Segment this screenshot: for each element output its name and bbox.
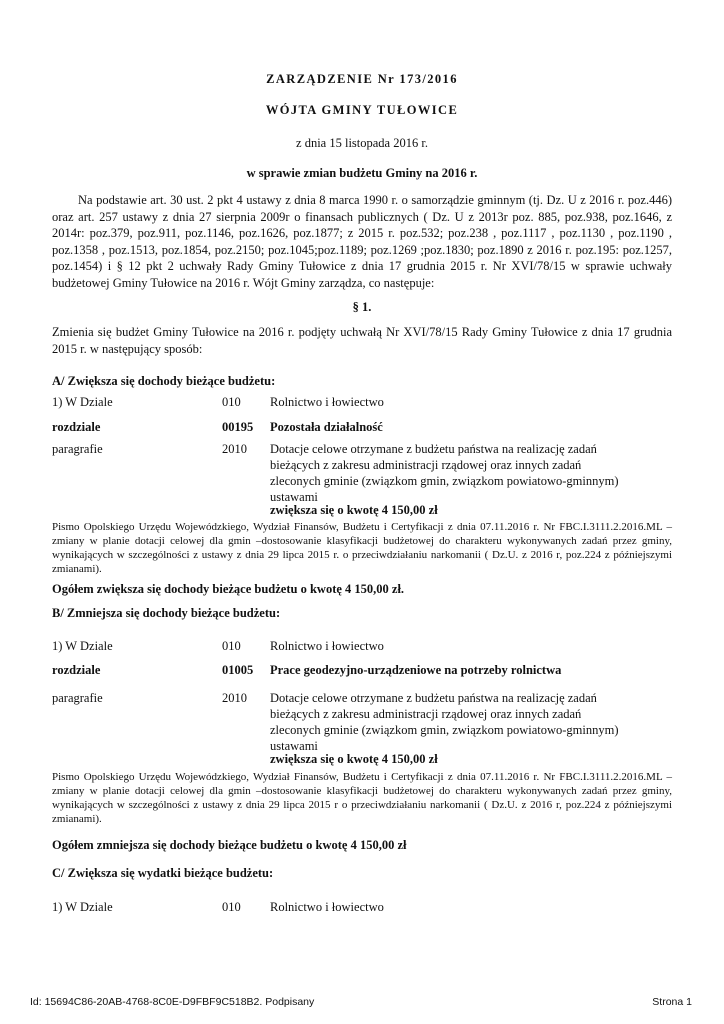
section-c-heading: C/ Zwiększa się wydatki bieżące budżetu: xyxy=(52,866,274,880)
section-sign: § 1. xyxy=(352,300,372,314)
dzial-name: Rolnictwo i łowiectwo xyxy=(270,395,384,409)
rozdzial-code: 01005 xyxy=(222,663,254,677)
section-b-amount: zwiększa się o kwotę 4 150,00 zł xyxy=(270,752,438,766)
dzial-code: 010 xyxy=(222,395,241,409)
footer-document-id: Id: 15694C86-20AB-4768-8C0E-D9FBF9C518B2. Podpisany xyxy=(30,996,315,1008)
rozdzial-label: rozdziale xyxy=(52,420,101,434)
section-b-total: Ogółem zmniejsza się dochody bieżące budżetu o kwotę 4 150,00 zł xyxy=(52,838,407,852)
footer-page-number: Strona 1 xyxy=(652,996,692,1008)
paragraf-code: 2010 xyxy=(222,442,247,456)
section-b-heading: B/ Zmniejsza się dochody bieżące budżetu: xyxy=(52,606,281,620)
paragraf-code: 2010 xyxy=(222,691,247,705)
dzial-label: 1) W Dziale xyxy=(52,900,113,914)
rozdzial-code: 00195 xyxy=(222,420,254,434)
section-a-note: Pismo Opolskiego Urzędu Wojewódzkiego, Wydział Finansów, Budżetu i Certyfikacji z dnia 07.11.2016 r. Nr FBC.I.3111.2.2016.ML – zmiany w planie dotacji celowej dla gmin –dostosowanie klasyfikacji budżetowej do charakteru wykonywanych zadań przez gminy, wynikających w szczególności z ustawy z dnia 29 lipca 2015 r. o przeciwdziałaniu narkomanii ( Dz.U. z 2016 r, poz.224 z późniejszymi zmianami). xyxy=(52,521,672,575)
section-a-total: Ogółem zwiększa się dochody bieżące budżetu o kwotę 4 150,00 zł. xyxy=(52,582,405,596)
rozdzial-name: Pozostała działalność xyxy=(270,420,383,434)
dzial-code: 010 xyxy=(222,900,241,914)
dzial-code: 010 xyxy=(222,639,241,653)
document-subject: w sprawie zmian budżetu Gminy na 2016 r. xyxy=(246,166,478,180)
section-b-note: Pismo Opolskiego Urzędu Wojewódzkiego, Wydział Finansów, Budżetu i Certyfikacji z dnia 07.11.2016 r. Nr FBC.I.3111.2.2016.ML – zmiany w planie dotacji celowej dla gmin –dostosowanie klasyfikacji budżetowej do charakteru wykonywanych zadań przez gminy, wynikających w szczególności z ustawy z dnia 29 lipca 2015 r o przeciwdziałaniu narkomanii ( Dz.U. z 2016 r, poz.224 z późniejszymi zmianami). xyxy=(52,771,672,825)
paragraf-text: Dotacje celowe otrzymane z budżetu państwa na realizację zadań bieżących z zakresu administracji rządowej oraz innych zadań zleconych gminie (związkom gmin, związkom powiatowo-gminnym) ustawami xyxy=(270,442,619,504)
dzial-name: Rolnictwo i łowiectwo xyxy=(270,900,384,914)
intro-paragraph xyxy=(52,192,672,291)
paragraf-label: paragrafie xyxy=(52,442,103,456)
document-title: ZARZĄDZENIE Nr 173/2016 xyxy=(266,72,458,86)
paragraf-text: Dotacje celowe otrzymane z budżetu państwa na realizację zadań bieżących z zakresu administracji rządowej oraz innych zadań zleconych gminie (związkom gmin, związkom powiatowo-gminnym) ustawami xyxy=(270,691,619,753)
rozdzial-name: Prace geodezyjno-urządzeniowe na potrzeby rolnictwa xyxy=(270,663,562,677)
section-text: Zmienia się budżet Gminy Tułowice na 2016 r. podjęty uchwałą Nr XVI/78/15 Rady Gminy Tułowice z dnia 17 grudnia 2015 r. w następujący sposób: xyxy=(52,325,672,356)
dzial-name: Rolnictwo i łowiectwo xyxy=(270,639,384,653)
document-date: z dnia 15 listopada 2016 r. xyxy=(296,136,428,150)
section-a-heading: A/ Zwiększa się dochody bieżące budżetu: xyxy=(52,374,276,388)
intro-text: Na podstawie art. 30 ust. 2 pkt 4 ustawy z dnia 8 marca 1990 r. o samorządzie gminnym (tj. Dz. U z 2016 r. poz.446) oraz art. 257 ustawy z dnia 27 sierpnia 2009r o finansach publicznych ( Dz. U z 2013r poz. 885, poz.938, poz.1646, z 2014r: poz.379, poz.911, poz.1146, poz.1626, poz.1877; z 2015 r. poz.532; poz.238 , poz.1117 , poz.1130 , poz.1190 , poz.1358 , poz.1513, poz.1854, poz.2150; poz.1045;poz.1189; poz.1269 ;poz.1830; poz.1890 z 2016 r. poz.195: poz.1257, poz.1454) i § 12 pkt 2 uchwały Rady Gminy Tułowice z dnia 17 grudnia 2015 r. Nr XVI/78/15 w sprawie uchwały budżetowej Gminy Tułowice na 2016 r. Wójt Gminy zarządza, co następuje: xyxy=(52,193,672,290)
document-issuer: WÓJTA GMINY TUŁOWICE xyxy=(265,103,459,117)
rozdzial-label: rozdziale xyxy=(52,663,101,677)
section-a-amount: zwiększa się o kwotę 4 150,00 zł xyxy=(270,503,438,517)
paragraf-label: paragrafie xyxy=(52,691,103,705)
dzial-label: 1) W Dziale xyxy=(52,395,113,409)
dzial-label: 1) W Dziale xyxy=(52,639,113,653)
